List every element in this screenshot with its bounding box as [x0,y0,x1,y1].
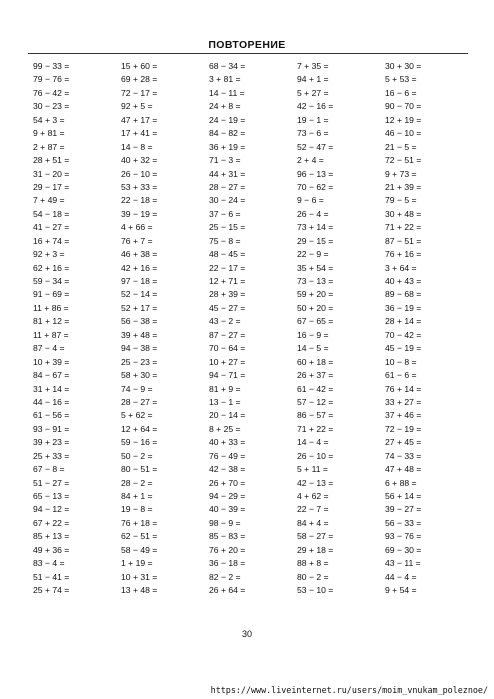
exercise-item: 68 − 34 = [209,61,246,71]
exercise-item: 9 + 73 = [385,168,417,179]
exercise-item: 25 + 33 = [33,450,70,461]
exercise-column [121,60,209,598]
exercise-grid [33,60,473,598]
exercise-item: 30 + 30 = [385,61,422,71]
exercise-item: 81 + 9 = [209,383,241,394]
exercise-item: 20 − 14 = [209,410,246,421]
exercise-item: 4 + 62 = [297,491,329,501]
exercise-item: 52 − 14 = [121,289,158,300]
exercise-item: 56 − 33 = [385,517,422,528]
exercise-item: 25 − 23 = [121,356,158,367]
exercise-item: 53 + 33 = [121,181,158,192]
exercise-item: 30 − 24 = [209,195,246,206]
exercise-item: 14 − 5 = [297,343,329,354]
exercise-item: 59 − 16 = [121,437,158,448]
exercise-item: 22 − 9 = [297,249,329,260]
exercise-item: 70 − 62 = [297,181,334,192]
exercise-item: 52 − 47 = [297,141,334,152]
exercise-item: 72 − 51 = [385,155,422,166]
exercise-item: 46 + 38 = [121,249,158,260]
page-number: 30 [241,629,252,639]
exercise-item: 17 + 41 = [121,128,158,139]
exercise-item: 76 + 20 = [209,544,246,555]
exercise-column [297,60,385,598]
exercise-item: 97 − 18 = [121,276,158,286]
exercise-item: 56 − 38 = [121,316,158,327]
exercise-item: 36 + 19 = [209,141,246,152]
exercise-item: 51 − 27 = [33,477,70,488]
exercise-item: 29 − 17 = [33,181,70,192]
exercise-item: 57 − 12 = [297,396,334,407]
exercise-item: 29 + 18 = [297,544,334,555]
exercise-item: 35 + 54 = [297,262,334,273]
exercise-item: 42 + 16 = [121,262,158,273]
exercise-item: 81 + 12 = [33,316,70,327]
exercise-item: 6 + 88 = [385,477,417,488]
exercise-item: 27 + 45 = [385,437,422,448]
exercise-item: 69 − 30 = [385,544,422,555]
exercise-item: 43 − 2 = [209,316,241,327]
exercise-item: 43 − 11 = [385,558,421,569]
exercise-item: 21 + 39 = [385,181,422,192]
exercise-item: 42 − 13 = [297,477,334,488]
exercise-item: 11 + 87 = [33,329,69,340]
exercise-item: 71 − 3 = [209,155,241,166]
exercise-item: 61 − 6 = [385,370,417,381]
exercise-item: 89 − 68 = [385,289,422,300]
exercise-item: 47 + 48 = [385,464,422,475]
exercise-item: 25 − 15 = [209,222,246,233]
exercise-item: 90 − 70 = [385,101,422,112]
exercise-item: 5 + 27 = [297,87,329,98]
exercise-item: 76 + 14 = [385,383,422,394]
exercise-item: 19 − 8 = [121,504,153,515]
exercise-item: 22 − 18 = [121,195,158,206]
exercise-item: 75 − 8 = [209,235,241,246]
exercise-item: 69 + 28 = [121,74,158,85]
exercise-item: 62 + 16 = [33,262,70,273]
exercise-item: 76 − 42 = [33,87,70,98]
exercise-item: 91 − 69 = [33,289,70,300]
exercise-item: 76 + 16 = [385,249,422,260]
exercise-item: 86 − 57 = [297,410,334,421]
exercise-item: 12 + 64 = [121,423,158,434]
exercise-item: 87 − 27 = [209,329,246,340]
exercise-item: 16 − 9 = [297,329,329,340]
exercise-item: 79 − 5 = [385,195,417,206]
exercise-item: 25 + 74 = [33,585,70,596]
exercise-item: 58 + 30 = [121,370,158,381]
exercise-item: 56 + 14 = [385,491,422,501]
exercise-item: 58 − 49 = [121,544,158,555]
exercise-item: 5 + 11 = [297,464,328,475]
exercise-item: 76 + 18 = [121,517,158,528]
exercise-item: 10 − 8 = [385,356,417,367]
exercise-item: 40 − 39 = [209,504,246,515]
exercise-item: 30 + 48 = [385,208,422,219]
exercise-item: 10 + 27 = [209,356,246,367]
exercise-item: 60 + 18 = [297,356,334,367]
exercise-column [209,60,297,598]
exercise-item: 92 + 5 = [121,101,153,112]
exercise-item: 26 + 37 = [297,370,334,381]
exercise-item: 37 − 6 = [209,208,241,219]
exercise-item: 30 − 23 = [33,101,70,112]
exercise-item: 42 − 16 = [297,101,334,112]
exercise-item: 82 − 2 = [209,571,241,582]
exercise-item: 5 + 53 = [385,74,417,85]
exercise-item: 39 + 48 = [121,329,158,340]
exercise-item: 76 − 49 = [209,450,246,461]
exercise-item: 22 − 7 = [297,504,329,515]
exercise-item: 28 − 2 = [121,477,153,488]
exercise-item: 24 − 19 = [209,114,246,125]
exercise-item: 16 − 6 = [385,87,417,98]
exercise-item: 12 + 19 = [385,114,422,125]
exercise-item: 33 + 27 = [385,396,422,407]
exercise-item: 28 + 39 = [209,289,246,300]
exercise-item: 92 + 3 = [33,249,65,260]
exercise-item: 26 − 10 = [121,168,158,179]
exercise-item: 44 + 31 = [209,168,246,179]
exercise-item: 72 − 19 = [385,423,422,434]
exercise-item: 10 + 31 = [121,571,158,582]
exercise-item: 16 + 74 = [33,235,70,246]
exercise-item: 74 − 9 = [121,383,153,394]
exercise-item: 42 − 38 = [209,464,246,475]
exercise-item: 49 + 36 = [33,544,70,555]
exercise-item: 12 + 71 = [209,276,246,286]
exercise-item: 58 − 27 = [297,531,334,542]
exercise-item: 3 + 81 = [209,74,241,85]
exercise-item: 45 − 27 = [209,302,246,313]
exercise-item: 87 − 4 = [33,343,65,354]
exercise-item: 84 + 4 = [297,517,329,528]
exercise-item: 84 − 82 = [209,128,246,139]
exercise-item: 70 − 42 = [385,329,422,340]
exercise-item: 13 − 1 = [209,396,241,407]
exercise-item: 80 − 2 = [297,571,329,582]
exercise-item: 14 − 11 = [209,87,245,98]
exercise-column [33,60,121,598]
exercise-item: 73 − 6 = [297,128,329,139]
exercise-item: 70 − 64 = [209,343,246,354]
exercise-item: 59 − 34 = [33,276,70,286]
exercise-item: 93 − 91 = [33,423,70,434]
exercise-item: 7 + 49 = [33,195,65,206]
exercise-item: 73 − 13 = [297,276,334,286]
exercise-item: 39 + 23 = [33,437,70,448]
exercise-item: 67 − 8 = [33,464,65,475]
exercise-item: 11 + 86 = [33,302,69,313]
exercise-item: 62 − 51 = [121,531,158,542]
exercise-item: 94 − 12 = [33,504,70,515]
exercise-item: 10 + 39 = [33,356,70,367]
exercise-item: 1 + 19 = [121,558,153,569]
exercise-item: 50 − 2 = [121,450,153,461]
exercise-item: 29 − 15 = [297,235,334,246]
exercise-item: 83 − 4 = [33,558,65,569]
exercise-item: 28 + 51 = [33,155,70,166]
exercise-item: 76 + 7 = [121,235,153,246]
exercise-item: 37 + 46 = [385,410,422,421]
exercise-item: 26 + 70 = [209,477,246,488]
exercise-item: 71 + 22 = [297,423,334,434]
exercise-item: 73 + 14 = [297,222,334,233]
exercise-item: 80 − 51 = [121,464,158,475]
watermark-url: https://www.liveinternet.ru/users/moim_vnukam_poleznoe/ [210,685,488,695]
title-underline [28,53,468,54]
exercise-item: 26 − 10 = [297,450,334,461]
exercise-item: 21 − 5 = [385,141,417,152]
exercise-item: 8 + 25 = [209,423,241,434]
exercise-item: 79 − 76 = [33,74,70,85]
exercise-item: 85 + 13 = [33,531,70,542]
exercise-item: 87 − 51 = [385,235,422,246]
exercise-column [385,60,473,598]
exercise-item: 5 + 62 = [121,410,153,421]
exercise-item: 44 − 16 = [33,396,70,407]
exercise-item: 2 + 4 = [297,155,324,166]
exercise-item: 59 + 20 = [297,289,334,300]
exercise-item: 61 − 56 = [33,410,70,421]
exercise-item: 41 − 27 = [33,222,70,233]
exercise-item: 94 − 38 = [121,343,158,354]
exercise-item: 53 − 10 = [297,585,334,596]
exercise-item: 67 − 65 = [297,316,334,327]
exercise-item: 52 + 17 = [121,302,158,313]
exercise-item: 24 + 8 = [209,101,241,112]
exercise-item: 54 − 18 = [33,208,70,219]
exercise-item: 44 − 4 = [385,571,417,582]
exercise-item: 84 + 1 = [121,491,153,501]
exercise-item: 54 + 3 = [33,114,65,125]
exercise-item: 74 − 33 = [385,450,422,461]
exercise-item: 61 − 42 = [297,383,334,394]
exercise-item: 45 − 19 = [385,343,422,354]
exercise-item: 40 + 32 = [121,155,158,166]
exercise-item: 36 − 18 = [209,558,246,569]
exercise-item: 39 − 27 = [385,504,422,515]
exercise-item: 2 + 87 = [33,141,65,152]
exercise-item: 48 − 45 = [209,249,246,260]
exercise-item: 15 + 60 = [121,61,158,71]
page-title: ПОВТОРЕНИЕ [208,39,286,51]
exercise-item: 72 − 17 = [121,87,158,98]
exercise-item: 9 + 81 = [33,128,65,139]
exercise-item: 50 + 20 = [297,302,334,313]
exercise-item: 9 + 54 = [385,585,417,596]
exercise-item: 28 + 14 = [385,316,422,327]
exercise-item: 65 − 13 = [33,491,70,501]
exercise-item: 88 + 8 = [297,558,329,569]
exercise-item: 39 − 19 = [121,208,158,219]
exercise-item: 47 + 17 = [121,114,158,125]
exercise-item: 4 + 66 = [121,222,153,233]
exercise-item: 28 − 27 = [209,181,246,192]
exercise-item: 51 − 41 = [33,571,70,582]
exercise-item: 99 − 33 = [33,61,70,71]
exercise-item: 46 − 10 = [385,128,422,139]
exercise-item: 13 + 48 = [121,585,158,596]
exercise-item: 14 − 8 = [121,141,153,152]
exercise-item: 40 + 43 = [385,276,422,286]
exercise-item: 94 − 29 = [209,491,246,501]
exercise-item: 26 − 4 = [297,208,329,219]
exercise-item: 22 − 17 = [209,262,246,273]
exercise-item: 94 − 71 = [209,370,246,381]
exercise-item: 98 − 9 = [209,517,241,528]
exercise-item: 67 + 22 = [33,517,70,528]
exercise-item: 96 − 13 = [297,168,334,179]
exercise-item: 94 + 1 = [297,74,329,85]
exercise-item: 31 + 14 = [33,383,70,394]
exercise-item: 26 + 64 = [209,585,246,596]
exercise-item: 84 − 67 = [33,370,70,381]
exercise-item: 9 − 6 = [297,195,324,206]
exercise-item: 7 + 35 = [297,61,329,71]
exercise-item: 28 − 27 = [121,396,158,407]
exercise-item: 93 − 76 = [385,531,422,542]
exercise-item: 71 + 22 = [385,222,422,233]
exercise-item: 85 − 83 = [209,531,246,542]
exercise-item: 40 + 33 = [209,437,246,448]
exercise-item: 31 − 20 = [33,168,70,179]
exercise-item: 36 − 19 = [385,302,422,313]
exercise-item: 3 + 64 = [385,262,417,273]
exercise-item: 19 − 1 = [297,114,329,125]
exercise-item: 14 − 4 = [297,437,329,448]
